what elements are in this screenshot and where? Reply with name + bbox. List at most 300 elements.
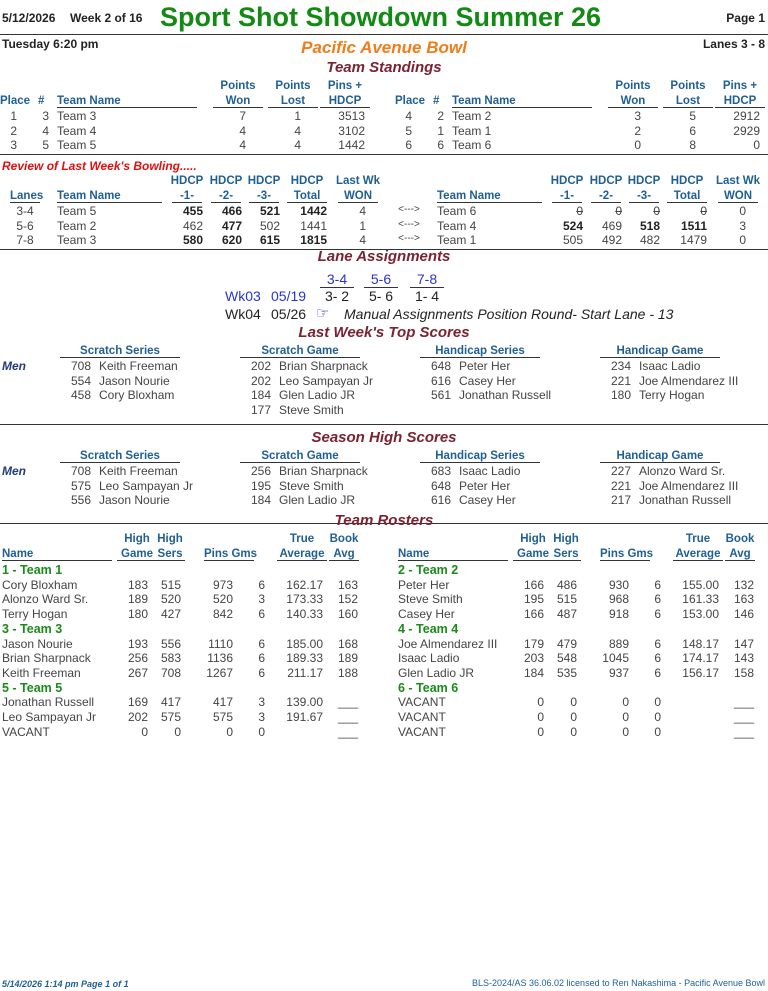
roster-high-series: 417 [160, 695, 181, 710]
roster-high-game: 202 [127, 710, 148, 724]
roster-book-average: 147 [733, 636, 754, 651]
roster-book-average: 168 [337, 636, 358, 651]
score-value: 217 [610, 493, 631, 507]
standing-place: 2 [10, 123, 17, 138]
score-category-header: Scratch Game [240, 450, 360, 463]
roster-true-average: 191.67 [286, 710, 323, 724]
roster-player-name: Jonathan Russell [2, 695, 95, 710]
standing-place: 4 [405, 109, 412, 123]
roster-high-game: 256 [127, 651, 148, 666]
roster-high-game: 0 [537, 710, 544, 724]
score-category-header: Handicap Series [420, 450, 540, 463]
standing-points-won: 4 [239, 123, 246, 138]
standing-points-lost: 6 [689, 123, 696, 138]
standing-team-number: 1 [437, 123, 444, 138]
header-rule [0, 34, 768, 35]
hdcp-header: HDCP [170, 175, 204, 187]
bowler-name: Keith Freeman [99, 464, 178, 478]
footer-print-info: 5/14/2026 1:14 pm Page 1 of 1 [2, 979, 129, 989]
bowler-name: Terry Hogan [639, 388, 705, 402]
true-average-header: True [685, 533, 711, 545]
roster-pins: 0 [622, 710, 629, 724]
book-average-header: Book [725, 533, 755, 545]
score-value: 708 [70, 359, 91, 373]
review-won: 1 [359, 218, 366, 233]
roster-high-game: 169 [127, 695, 148, 710]
roster-player-name: VACANT [2, 724, 50, 739]
review-game-score: 469 [601, 218, 622, 233]
standing-points-lost: 5 [689, 109, 696, 123]
points-won-header: Points [615, 80, 651, 92]
roster-true-average: 173.33 [286, 592, 323, 607]
roster-book-average: ___ [337, 710, 358, 724]
roster-pins: 973 [212, 577, 233, 592]
hdcp-total-header: Total [287, 190, 327, 203]
roster-pins: 968 [608, 592, 629, 607]
roster-pins: 1267 [206, 665, 233, 680]
score-value: 177 [250, 402, 271, 417]
game-header: -3- [629, 190, 659, 203]
roster-true-average: 211.17 [287, 665, 323, 680]
review-won: 3 [739, 218, 746, 233]
game-header: -1- [172, 190, 202, 203]
roster-true-average: 189.33 [286, 651, 323, 666]
score-category-header: Handicap Game [600, 345, 720, 358]
review-game-score: 0 [576, 204, 583, 218]
place-header: Place [0, 95, 31, 107]
review-total: 1511 [680, 218, 707, 233]
score-value: 554 [70, 373, 91, 388]
review-game-score: 521 [259, 204, 280, 218]
review-game-score: 466 [221, 204, 242, 218]
review-game-score: 482 [639, 233, 660, 247]
high-game-header: Game [117, 548, 157, 561]
week-note: Manual Assignments Position Round- Start Lane - 13 [344, 306, 674, 322]
bowler-name: Glen Ladio JR [279, 388, 356, 402]
hdcp-header: HDCP [627, 175, 661, 187]
team-name-header: Team Name [57, 95, 197, 108]
roster-player-name: Glen Ladio JR [398, 665, 475, 680]
roster-book-average: 163 [337, 577, 358, 592]
roster-high-series: 548 [556, 651, 577, 666]
roster-team-header: 5 - Team 5 [2, 680, 63, 695]
review-game-score: 0 [615, 204, 622, 218]
standing-points-lost: 8 [689, 138, 696, 152]
score-value: 202 [250, 373, 271, 388]
roster-true-average: 139.00 [286, 695, 323, 710]
roster-high-series: 479 [556, 636, 577, 651]
hdcp-header: HDCP [550, 175, 584, 187]
roster-true-average: 140.33 [286, 607, 323, 622]
pins-games-header: Pins Gms [600, 548, 654, 560]
book-average-header: Avg [725, 548, 755, 561]
roster-player-name: Jason Nourie [2, 636, 73, 651]
pins-hdcp-header: Pins + [722, 80, 758, 92]
roster-pins: 1110 [208, 636, 233, 651]
standing-place: 3 [10, 138, 17, 152]
score-value: 256 [250, 464, 271, 478]
standing-pins-hdcp: 2929 [733, 123, 760, 138]
roster-pins: 0 [622, 724, 629, 739]
last-week-header: Last Wk [715, 175, 761, 187]
pins-games-header: Pins Gms [204, 548, 258, 560]
points-won-header: Points [220, 80, 256, 92]
hdcp-total-header: HDCP [670, 175, 704, 187]
footer-license: BLS-2024/AS 36.06.02 licensed to Ren Nakashima - Pacific Avenue Bowl [471, 978, 765, 988]
standing-points-lost: 4 [294, 123, 301, 138]
lane-pairing: 1- 4 [414, 288, 440, 304]
review-total: 1479 [680, 233, 707, 247]
roster-team-header: 6 - Team 6 [398, 680, 459, 695]
category-label: Men [2, 359, 26, 373]
roster-high-game: 180 [127, 607, 148, 622]
standing-team-name: Team 5 [57, 138, 97, 152]
roster-high-series: 708 [160, 665, 181, 680]
roster-games: 3 [258, 592, 265, 607]
standing-points-won: 3 [634, 109, 641, 123]
last-week-header: Last Wk [335, 175, 381, 187]
roster-player-name: Leo Sampayan Jr [2, 710, 97, 724]
roster-book-average: 163 [733, 592, 754, 607]
roster-high-game: 183 [127, 577, 148, 592]
lane-pairing: 5- 6 [368, 288, 394, 304]
roster-high-series: 515 [160, 577, 181, 592]
roster-high-game: 0 [537, 724, 544, 739]
roster-high-series: 575 [160, 710, 181, 724]
roster-player-name: VACANT [398, 710, 446, 724]
standing-points-won: 7 [239, 109, 246, 123]
score-value: 180 [610, 388, 631, 402]
roster-book-average: 152 [337, 592, 358, 607]
bowler-name: Joe Almendarez III [639, 373, 739, 388]
review-team-name: Team 3 [57, 233, 97, 247]
standing-points-lost: 4 [294, 138, 301, 152]
place-header: Place [395, 95, 426, 107]
game-header: -2- [591, 190, 621, 203]
roster-high-game: 179 [523, 636, 544, 651]
review-game-score: 505 [562, 233, 583, 247]
roster-pins: 842 [212, 607, 233, 622]
roster-high-series: 486 [556, 577, 577, 592]
review-game-score: 518 [639, 218, 660, 233]
review-won: 0 [739, 204, 746, 218]
roster-high-series: 0 [570, 695, 577, 710]
score-value: 458 [70, 388, 91, 402]
standing-pins-hdcp: 3102 [338, 123, 365, 138]
roster-high-game: 195 [523, 592, 544, 607]
high-series-header: High [157, 533, 183, 545]
roster-games: 6 [258, 577, 265, 592]
roster-pins: 937 [608, 665, 629, 680]
roster-book-average: ___ [733, 710, 754, 724]
roster-player-name: Alonzo Ward Sr. [2, 592, 89, 607]
roster-games: 6 [654, 651, 661, 666]
bowler-name: Keith Freeman [99, 359, 178, 373]
book-average-header: Book [329, 533, 359, 545]
roster-high-game: 193 [127, 636, 148, 651]
top-scores-rule [0, 424, 768, 425]
roster-games: 6 [654, 665, 661, 680]
bowler-name: Jason Nourie [99, 493, 170, 507]
roster-high-game: 189 [127, 592, 148, 607]
roster-pins: 930 [608, 577, 629, 592]
roster-games: 3 [258, 695, 265, 710]
score-value: 195 [250, 478, 271, 493]
pins-hdcp-header: Pins + [327, 80, 363, 92]
bowler-name: Brian Sharpnack [279, 359, 368, 373]
roster-book-average: ___ [337, 724, 358, 739]
score-category-header: Scratch Game [240, 345, 360, 358]
score-value: 575 [70, 478, 91, 493]
roster-player-name: Casey Her [398, 607, 455, 622]
review-game-score: 502 [259, 218, 280, 233]
points-lost-header: Points [275, 80, 311, 92]
review-team-name: Team 1 [437, 233, 477, 247]
roster-team-header: 3 - Team 3 [2, 621, 63, 636]
won-header: WON [338, 190, 378, 203]
standing-team-name: Team 1 [452, 123, 492, 138]
high-game-header: High [124, 533, 150, 545]
roster-pins: 417 [212, 695, 233, 710]
roster-true-average: 153.00 [682, 607, 719, 622]
review-won: 4 [359, 233, 366, 247]
roster-high-game: 267 [127, 665, 148, 680]
score-value: 227 [610, 464, 631, 478]
week-date: 05/19 [271, 288, 307, 304]
standing-place: 5 [405, 123, 412, 138]
points-lost-header: Points [670, 80, 706, 92]
roster-player-name: Keith Freeman [2, 665, 81, 680]
roster-true-average: 185.00 [286, 636, 323, 651]
high-series-header: High [553, 533, 579, 545]
score-category-header: Handicap Game [600, 450, 720, 463]
roster-games: 3 [258, 710, 265, 724]
roster-games: 6 [654, 607, 661, 622]
lane-pairing: 3- 2 [324, 288, 350, 304]
top-scores-title: Last Week's Top Scores [298, 324, 470, 341]
roster-games: 6 [258, 636, 265, 651]
review-won: 4 [359, 204, 366, 218]
roster-player-name: Peter Her [398, 577, 450, 592]
roster-high-game: 166 [523, 607, 544, 622]
standing-pins-hdcp: 0 [753, 138, 760, 152]
review-lanes: 3-4 [16, 204, 34, 218]
lanes-range: Lanes 3 - 8 [702, 37, 765, 51]
review-team-name: Team 5 [57, 204, 97, 218]
bowler-name: Joe Almendarez III [639, 478, 739, 493]
roster-book-average: 143 [733, 651, 754, 666]
name-header: Name [2, 548, 112, 561]
week-label: Wk04 [225, 306, 261, 322]
roster-true-average: 148.17 [682, 636, 719, 651]
bowler-name: Steve Smith [279, 402, 344, 417]
team-name-header: Team Name [437, 190, 542, 203]
roster-pins: 0 [622, 695, 629, 710]
score-value: 184 [250, 493, 271, 507]
bowler-name: Jason Nourie [99, 373, 170, 388]
game-header: -1- [552, 190, 582, 203]
standing-team-number: 6 [437, 138, 444, 152]
score-value: 202 [250, 359, 271, 373]
roster-book-average: ___ [337, 695, 358, 710]
roster-book-average: 132 [733, 577, 754, 592]
score-value: 616 [430, 493, 451, 507]
review-versus: <---> [398, 218, 420, 230]
true-average-header: True [289, 533, 315, 545]
roster-player-name: Terry Hogan [2, 607, 68, 622]
roster-games: 6 [258, 665, 265, 680]
roster-player-name: Isaac Ladio [398, 651, 460, 666]
score-category-header: Scratch Series [60, 345, 180, 358]
game-header: -3- [249, 190, 279, 203]
roster-pins: 1136 [207, 651, 233, 666]
high-game-header: High [520, 533, 546, 545]
standing-points-lost: 1 [294, 109, 301, 123]
roster-team-header: 4 - Team 4 [398, 621, 459, 636]
bowler-name: Leo Sampayan Jr [279, 373, 374, 388]
review-total: 0 [700, 204, 707, 218]
roster-high-game: 203 [523, 651, 544, 666]
pins-hdcp-header: HDCP [320, 95, 370, 108]
standing-team-name: Team 4 [57, 123, 97, 138]
roster-high-series: 583 [160, 651, 181, 666]
roster-high-series: 515 [556, 592, 577, 607]
roster-games: 0 [654, 695, 661, 710]
team-name-header: Team Name [452, 95, 592, 108]
team-name-header: Team Name [57, 190, 162, 203]
roster-team-header: 2 - Team 2 [398, 563, 459, 577]
standing-points-won: 2 [634, 123, 641, 138]
standing-team-name: Team 6 [452, 138, 492, 152]
roster-player-name: VACANT [398, 695, 446, 710]
game-header: -2- [211, 190, 241, 203]
points-won-header: Won [213, 95, 263, 108]
roster-high-series: 0 [570, 724, 577, 739]
bowler-name: Cory Bloxham [99, 388, 175, 402]
high-game-header: Game [513, 548, 553, 561]
bowler-name: Isaac Ladio [639, 359, 701, 373]
score-value: 221 [610, 478, 631, 493]
standings-rule [0, 154, 768, 155]
roster-high-series: 520 [160, 592, 181, 607]
roster-high-series: 535 [556, 665, 577, 680]
hdcp-header: HDCP [209, 175, 243, 187]
score-value: 561 [430, 388, 451, 402]
standing-team-name: Team 2 [452, 109, 492, 123]
high-series-header: Sers [155, 548, 185, 561]
roster-book-average: 158 [733, 665, 754, 680]
roster-high-series: 0 [174, 724, 181, 739]
high-series-header: Sers [551, 548, 581, 561]
roster-games: 6 [654, 636, 661, 651]
score-value: 234 [610, 359, 631, 373]
week-indicator: Week 2 of 16 [70, 11, 143, 25]
report-date: 5/12/2026 [2, 11, 56, 25]
roster-pins: 1045 [602, 651, 629, 666]
roster-book-average: 146 [733, 607, 754, 622]
won-header: WON [718, 190, 758, 203]
standing-pins-hdcp: 3513 [338, 109, 365, 123]
roster-true-average: 156.17 [682, 665, 719, 680]
roster-book-average: 189 [337, 651, 358, 666]
hdcp-total-header: Total [667, 190, 707, 203]
roster-high-series: 487 [556, 607, 577, 622]
day-time: Tuesday 6:20 pm [2, 37, 99, 51]
bowling-center: Pacific Avenue Bowl [301, 38, 467, 57]
standing-team-name: Team 3 [57, 109, 97, 123]
lane-pair-header: 3-4 [320, 271, 354, 288]
roster-true-average: 161.33 [682, 592, 719, 607]
bowler-name: Steve Smith [279, 478, 344, 493]
score-value: 184 [250, 388, 271, 402]
lane-pair-header: 7-8 [410, 271, 444, 288]
roster-games: 0 [654, 710, 661, 724]
roster-player-name: Joe Almendarez III [398, 636, 498, 651]
review-team-name: Team 6 [437, 204, 477, 218]
roster-book-average: ___ [733, 695, 754, 710]
bowler-name: Peter Her [459, 359, 511, 373]
rosters-title: Team Rosters [334, 512, 434, 529]
review-game-score: 477 [221, 218, 242, 233]
roster-book-average: ___ [733, 724, 754, 739]
review-total: 1441 [300, 218, 327, 233]
number-header: # [433, 95, 440, 107]
roster-high-series: 427 [160, 607, 181, 622]
points-lost-header: Lost [663, 95, 713, 108]
review-won: 0 [739, 233, 746, 247]
bowler-name: Brian Sharpnack [279, 464, 368, 478]
roster-high-series: 0 [570, 710, 577, 724]
score-value: 556 [70, 493, 91, 507]
score-category-header: Scratch Series [60, 450, 180, 463]
review-game-score: 462 [182, 218, 203, 233]
bowler-name: Glen Ladio JR [279, 493, 356, 507]
roster-pins: 0 [226, 724, 233, 739]
score-value: 648 [430, 359, 451, 373]
hdcp-header: HDCP [589, 175, 623, 187]
roster-games: 6 [258, 651, 265, 666]
week-label: Wk03 [225, 288, 261, 304]
category-label: Men [2, 464, 26, 478]
bowler-name: Isaac Ladio [459, 464, 521, 478]
roster-player-name: VACANT [398, 724, 446, 739]
roster-high-game: 0 [537, 695, 544, 710]
roster-pins: 575 [212, 710, 233, 724]
review-game-score: 455 [182, 204, 203, 218]
standing-team-number: 5 [42, 138, 49, 152]
number-header: # [38, 95, 45, 107]
roster-games: 6 [654, 592, 661, 607]
roster-true-average: 155.00 [682, 577, 719, 592]
roster-player-name: Steve Smith [398, 592, 463, 607]
standing-place: 1 [10, 109, 17, 123]
review-game-score: 0 [653, 204, 660, 218]
points-lost-header: Lost [268, 95, 318, 108]
roster-games: 6 [258, 607, 265, 622]
hdcp-header: HDCP [247, 175, 281, 187]
roster-team-header: 1 - Team 1 [2, 563, 63, 577]
review-game-score: 620 [221, 233, 242, 247]
standing-pins-hdcp: 1442 [338, 138, 365, 152]
roster-player-name: Cory Bloxham [2, 577, 78, 592]
review-game-score: 615 [259, 233, 280, 247]
roster-true-average: 162.17 [286, 577, 323, 592]
roster-pins: 918 [608, 607, 629, 622]
pins-hdcp-header: HDCP [715, 95, 765, 108]
bowler-name: Jonathan Russell [639, 493, 732, 507]
lane-pair-header: 5-6 [364, 271, 398, 288]
pointing-hand-icon: ☞ [316, 305, 330, 322]
